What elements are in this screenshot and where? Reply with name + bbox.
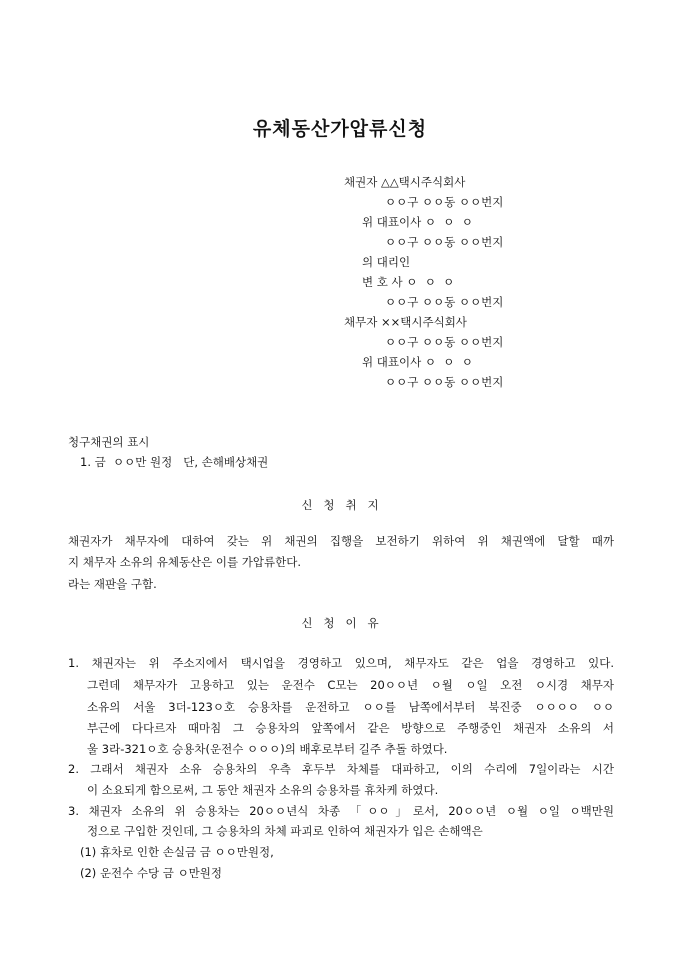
debtor-representative: 위 대표이사 ㅇ ㅇ ㅇ — [362, 355, 473, 369]
reasons-line: 그런데 채무자가 고용하고 있는 운전수 C모는 20ㅇㅇ년 ㅇ월 ㅇ일 오전 ㅇ시경 채무자 — [87, 678, 614, 692]
attorney-address: ㅇㅇ구 ㅇㅇ동 ㅇㅇ번지 — [385, 295, 504, 309]
creditor-representative-address: ㅇㅇ구 ㅇㅇ동 ㅇㅇ번지 — [385, 235, 504, 249]
debtor-representative-address: ㅇㅇ구 ㅇㅇ동 ㅇㅇ번지 — [385, 375, 504, 389]
purpose-heading: 신 청 취 지 — [301, 498, 379, 512]
reasons-line: 이 소요되게 함으로써, 그 동안 채권자 소유의 승용차를 휴차케 하였다. — [87, 783, 439, 797]
reasons-subitem: (2) 운전수 수당 금 ㅇ만원정 — [80, 866, 223, 880]
reasons-line: 2. 그래서 채권자 소유 승용차의 우측 후두부 차체를 대파하고, 이의 수리에 7일이라는 시간 — [68, 762, 614, 776]
reasons-line: 정으로 구입한 것인데, 그 승용차의 차체 파괴로 인하여 채권자가 입은 손해액은 — [87, 824, 483, 838]
debtor-line: 채무자 ××택시주식회사 — [344, 315, 467, 329]
creditor-representative: 위 대표이사 ㅇ ㅇ ㅇ — [362, 215, 473, 229]
reasons-line: 울 3라-321ㅇ호 승용차(운전수 ㅇㅇㅇ)의 배후로부터 길주 추돌 하였다. — [87, 742, 448, 756]
creditor-address: ㅇㅇ구 ㅇㅇ동 ㅇㅇ번지 — [385, 195, 504, 209]
agent-label: 의 대리인 — [362, 255, 411, 269]
creditor-line: 채권자 △△택시주식회사 — [344, 175, 466, 189]
reasons-heading: 신 청 이 유 — [301, 616, 379, 630]
reasons-line: 소유의 서울 3더-123ㅇ호 승용차를 운전하고 ㅇㅇ를 남쪽에서부터 북진중 ㅇㅇㅇㅇ ㅇㅇ — [87, 700, 614, 714]
document-title: 유체동산가압류신청 — [252, 118, 428, 140]
claim-item: 1. 금 ㅇㅇ만 원정 단, 손해배상채권 — [80, 455, 269, 469]
reasons-line: 1. 채권자는 위 주소지에서 택시업을 경영하고 있으며, 채무자도 같은 업을 경영하고 있다. — [68, 656, 614, 670]
attorney-line: 변 호 사 ㅇ ㅇ ㅇ — [362, 275, 455, 289]
debtor-address: ㅇㅇ구 ㅇㅇ동 ㅇㅇ번지 — [385, 335, 504, 349]
reasons-line: 부근에 다다르자 때마침 그 승용차의 앞쪽에서 같은 방향으로 주행중인 채권자 소유의 서 — [87, 721, 614, 735]
purpose-line: 라는 재판을 구함. — [68, 577, 157, 591]
purpose-line: 채권자가 채무자에 대하여 갖는 위 채권의 집행을 보전하기 위하여 위 채권액에 달할 때까 — [68, 534, 614, 548]
purpose-line: 지 채무자 소유의 유체동산은 이를 가압류한다. — [68, 555, 302, 569]
claim-heading: 청구채권의 표시 — [68, 435, 150, 449]
reasons-line: 3. 채권자 소유의 위 승용차는 20ㅇㅇ년식 차종 「ㅇㅇ」로서, 20ㅇㅇ년 ㅇ월 ㅇ일 ㅇ백만원 — [68, 804, 614, 818]
reasons-subitem: (1) 휴차로 인한 손실금 금 ㅇㅇ만원정, — [80, 845, 274, 859]
